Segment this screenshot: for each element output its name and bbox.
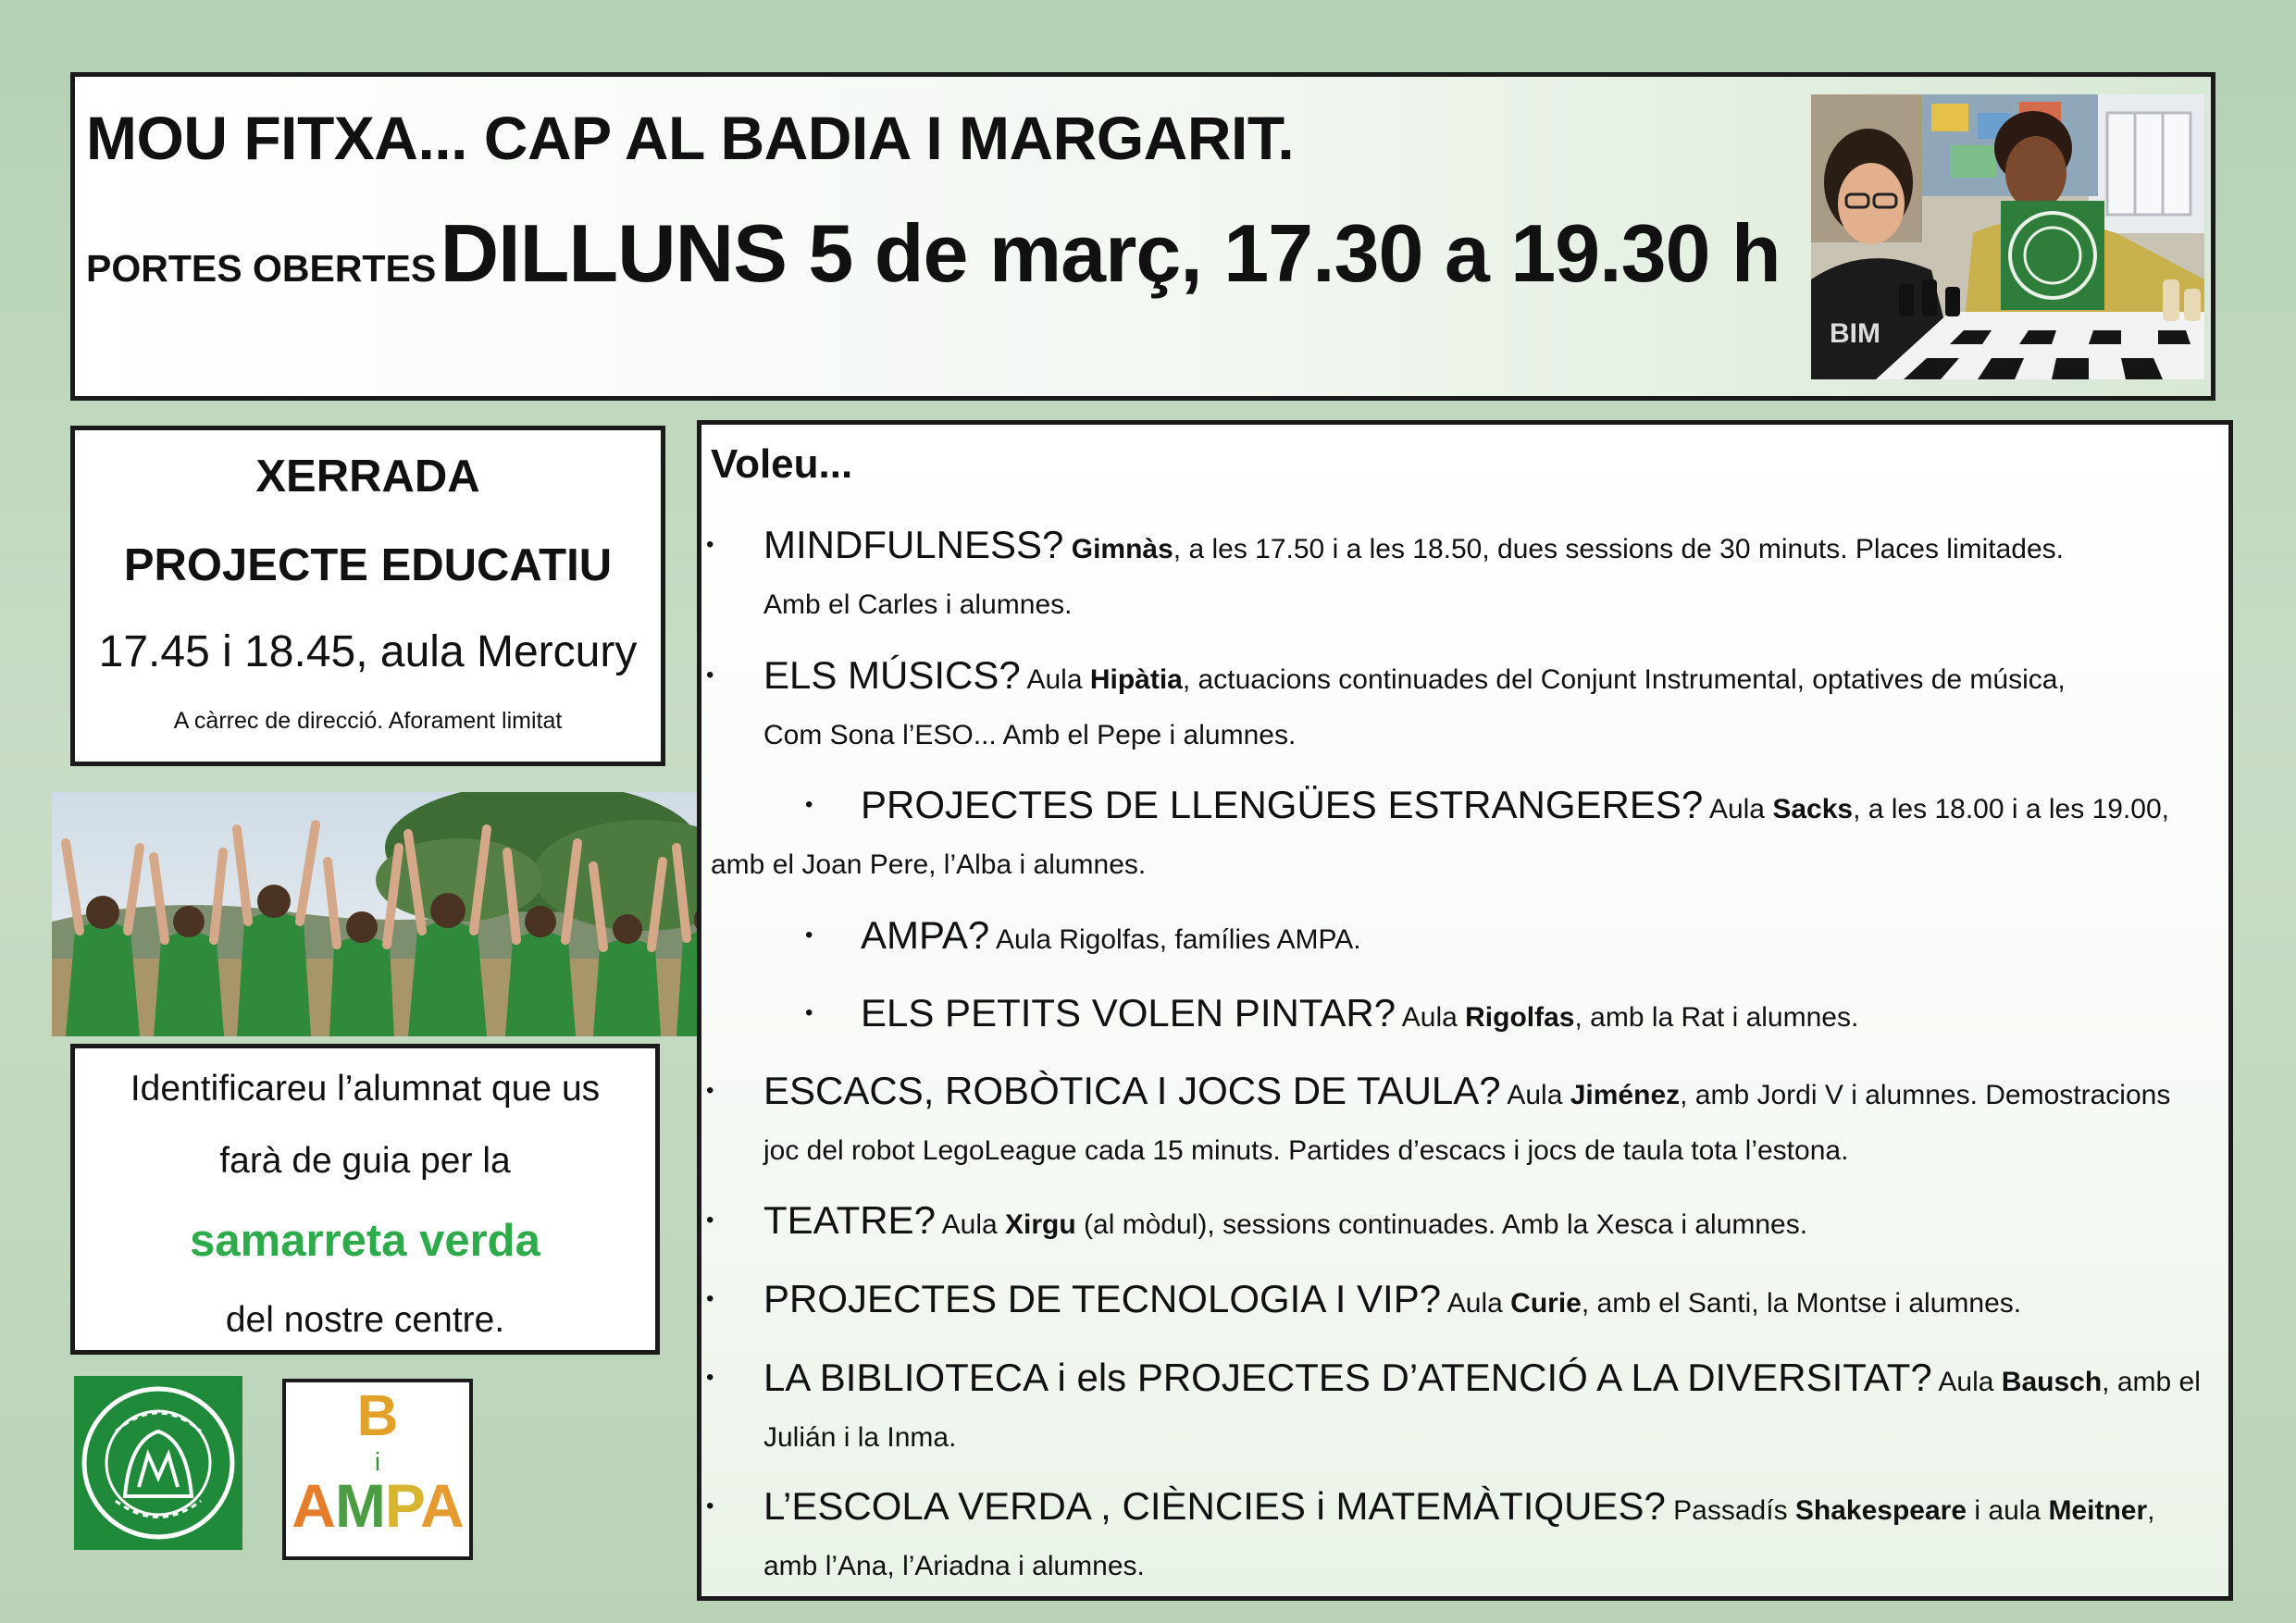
activity-item-mindfulness: • MINDFULNESS? Gimnàs, a les 17.50 i a les 18.50, dues sessions de 30 minuts. Places limitades. Amb el Carles i alumnes. bbox=[763, 517, 2064, 633]
bullet-icon: • bbox=[706, 1365, 714, 1390]
activities-box bbox=[697, 420, 2233, 1601]
guide-line-1: Identificareu l’alumnat que us bbox=[130, 1069, 601, 1109]
ampa-logo-word bbox=[286, 1471, 469, 1540]
bullet-icon: • bbox=[805, 792, 813, 817]
guide-highlight: samarreta verda bbox=[190, 1216, 540, 1266]
activity-item-library: • LA BIBLIOTECA i els PROJECTES D’ATENCIÓ A LA DIVERSITAT? Aula Bausch, amb el Julián i la Inma. bbox=[763, 1350, 2201, 1466]
guide-line-4: del nostre centre. bbox=[225, 1300, 505, 1340]
talk-note: A càrrec de direcció. Aforament limitat bbox=[173, 708, 563, 734]
bullet-icon: • bbox=[706, 1493, 714, 1518]
talk-schedule: 17.45 i 18.45, aula Mercury bbox=[98, 627, 638, 676]
bullet-icon: • bbox=[706, 532, 714, 557]
bullet-icon: • bbox=[706, 1078, 714, 1103]
school-logo bbox=[74, 1376, 242, 1550]
shirt-text: BIM bbox=[1830, 318, 1880, 349]
bullet-icon: • bbox=[805, 923, 813, 948]
ampa-logo-i: i bbox=[374, 1447, 381, 1476]
ampa-logo bbox=[282, 1379, 473, 1560]
bullet-icon: • bbox=[706, 663, 714, 688]
ampa-logo-letter-a1: A bbox=[292, 1471, 335, 1540]
students-chess-photo bbox=[1811, 94, 2204, 379]
ampa-logo-letter-a2: A bbox=[420, 1471, 464, 1540]
guide-box bbox=[70, 1044, 660, 1355]
activity-item-musics: • ELS MÚSICS? Aula Hipàtia, actuacions continuades del Conjunt Instrumental, optatives de música, Com Sona l’ESO... Amb el Pepe i alumnes. bbox=[763, 648, 2066, 763]
talk-title: XERRADA bbox=[255, 452, 480, 502]
open-day-date: DILLUNS 5 de març, 17.30 a 19.30 h bbox=[440, 207, 1781, 299]
activity-item-languages: • PROJECTES DE LLENGÜES ESTRANGERES? Aula Sacks, a les 18.00 i a les 19.00, amb el Joan Pere, l’Alba i alumnes. bbox=[861, 777, 2169, 893]
activities-title: Voleu... bbox=[711, 441, 853, 487]
open-day-line bbox=[86, 206, 1781, 301]
talk-box bbox=[70, 426, 665, 766]
talk-subtitle: PROJECTE EDUCATIU bbox=[123, 540, 613, 590]
guide-line-2: farà de guia per la bbox=[219, 1141, 511, 1181]
ampa-logo-letter-p: P bbox=[384, 1471, 421, 1540]
activity-item-theatre: • TEATRE? Aula Xirgu (al mòdul), sessions continuades. Amb la Xesca i alumnes. bbox=[763, 1193, 1807, 1253]
activity-item-ampa: • AMPA? Aula Rigolfas, famílies AMPA. bbox=[861, 908, 1361, 968]
bullet-icon: • bbox=[805, 1000, 813, 1025]
bullet-icon: • bbox=[706, 1208, 714, 1233]
bullet-icon: • bbox=[706, 1286, 714, 1311]
open-day-prefix: PORTES OBERTES bbox=[86, 247, 437, 290]
ampa-logo-b: B bbox=[356, 1384, 399, 1448]
activity-item-technology: • PROJECTES DE TECNOLOGIA I VIP? Aula Curie, amb el Santi, la Montse i alumnes. bbox=[763, 1271, 2021, 1332]
activity-item-green-school: • L’ESCOLA VERDA , CIÈNCIES i MATEMÀTIQUES? Passadís Shakespeare i aula Meitner, amb l’Ana, l’Ariadna i alumnes. bbox=[763, 1479, 2154, 1594]
ampa-logo-letter-m: M bbox=[334, 1471, 385, 1540]
activity-item-painting: • ELS PETITS VOLEN PINTAR? Aula Rigolfas, amb la Rat i alumnes. bbox=[861, 985, 1858, 1046]
page-title: MOU FITXA... CAP AL BADIA I MARGARIT. bbox=[86, 104, 1295, 172]
activity-item-chess-robotics: • ESCACS, ROBÒTICA I JOCS DE TAULA? Aula Jiménez, amb Jordi V i alumnes. Demostracions joc del robot LegoLeague cada 15 minuts. Partides d’escacs i jocs de taula tota l’estona. bbox=[763, 1063, 2170, 1179]
